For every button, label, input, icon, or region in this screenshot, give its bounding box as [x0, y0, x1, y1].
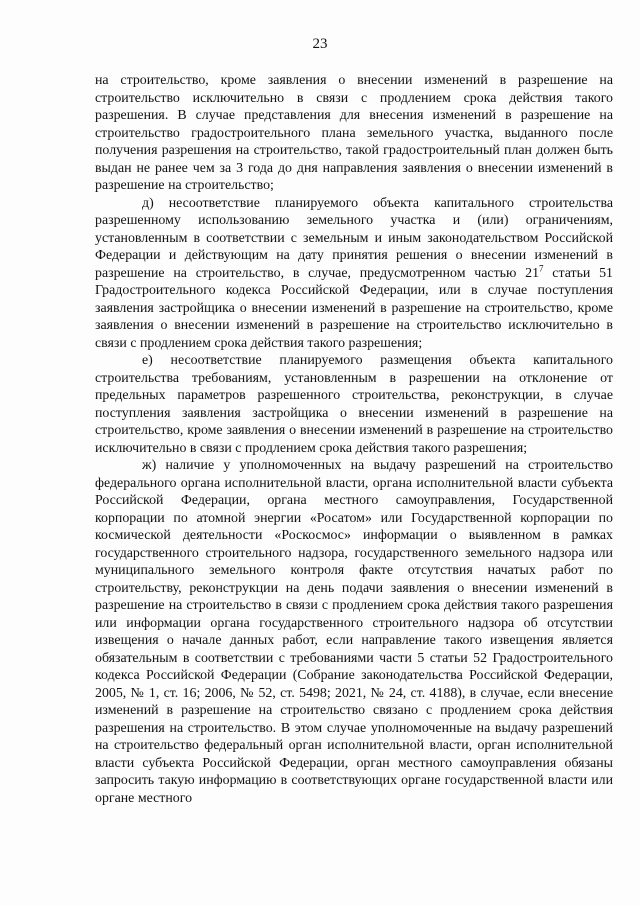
document-body	[95, 72, 613, 807]
paragraph-item-d-text-start: д) несоответствие планируемого объекта капитального строительства разрешенному использованию земельного участка и (или) ограничениям, установленным в соответствии с земельным и иным законодательством Российской Федерации и действующим на дату принятия решения о внесении изменений в разрешение на строительство, в случае, предусмотренном частью 21	[95, 195, 613, 281]
paragraph-item-d	[95, 195, 613, 353]
paragraph-item-zh: ж) наличие у уполномоченных на выдачу разрешений на строительство федерального органа исполнительной власти, органа исполнительной власти субъекта Российской Федерации, органа местного самоуправления, Государственной корпорации по атомной энергии «Росатом» или Государственной корпорации по космической деятельности «Роскосмос» информации о выявленном в рамках государственного строительного надзора, государственного земельного надзора или муниципального земельного контроля факте отсутствия начатых работ по строительству, реконструкции на день подачи заявления о внесении изменений в разрешение на строительство в связи с продлением срока действия такого разрешения или информации органа государственного строительного надзора об отсутствии извещения о начале данных работ, если направление такого извещения является обязательным в соответствии с требованиями части 5 статьи 52 Градостроительного кодекса Российской Федерации (Собрание законодательства Российской Федерации, 2005, № 1, ст. 16; 2006, № 52, ст. 5498; 2021, № 24, ст. 4188), в случае, если внесение изменений в разрешение на строительство связано с продлением срока действия разрешения на строительство. В этом случае уполномоченные на выдачу разрешений на строительство федеральный орган исполнительной власти, орган исполнительной власти субъекта Российской Федерации, орган местного самоуправления обязаны запросить такую информацию в соответствующих органе государственной власти или органе местного	[95, 458, 613, 806]
page-number: 23	[312, 36, 328, 52]
paragraph-continuation: на строительство, кроме заявления о внесении изменений в разрешение на строительство исключительно в связи с продлением срока действия такого разрешения. В случае представления для внесения изменений в разрешение на строительство градостроительного плана земельного участка, выданного после получения разрешения на строительство, такой градостроительный план должен быть выдан не ранее чем за 3 года до дня направления заявления о внесении изменений в разрешение на строительство;	[95, 73, 613, 193]
paragraph-item-d-text-end: статьи 51 Градостроительного кодекса Российской Федерации, или в случае поступления заявления застройщика о внесении изменений в разрешение на строительство, кроме заявления о внесении изменений в разрешение на строительство исключительно в связи с продлением срока действия такого разрешения;	[95, 265, 613, 351]
paragraph-item-d-superscript: 7	[539, 262, 544, 273]
paragraph-item-e: е) несоответствие планируемого размещения объекта капитального строительства требованиям, установленным в разрешении на отклонение от предельных параметров разрешенного строительства, реконструкции, в случае поступления заявления застройщика о внесении изменений в разрешение на строительство, кроме заявления о внесении изменений в разрешение на строительство исключительно в связи с продлением срока действия такого разрешения;	[95, 353, 613, 456]
